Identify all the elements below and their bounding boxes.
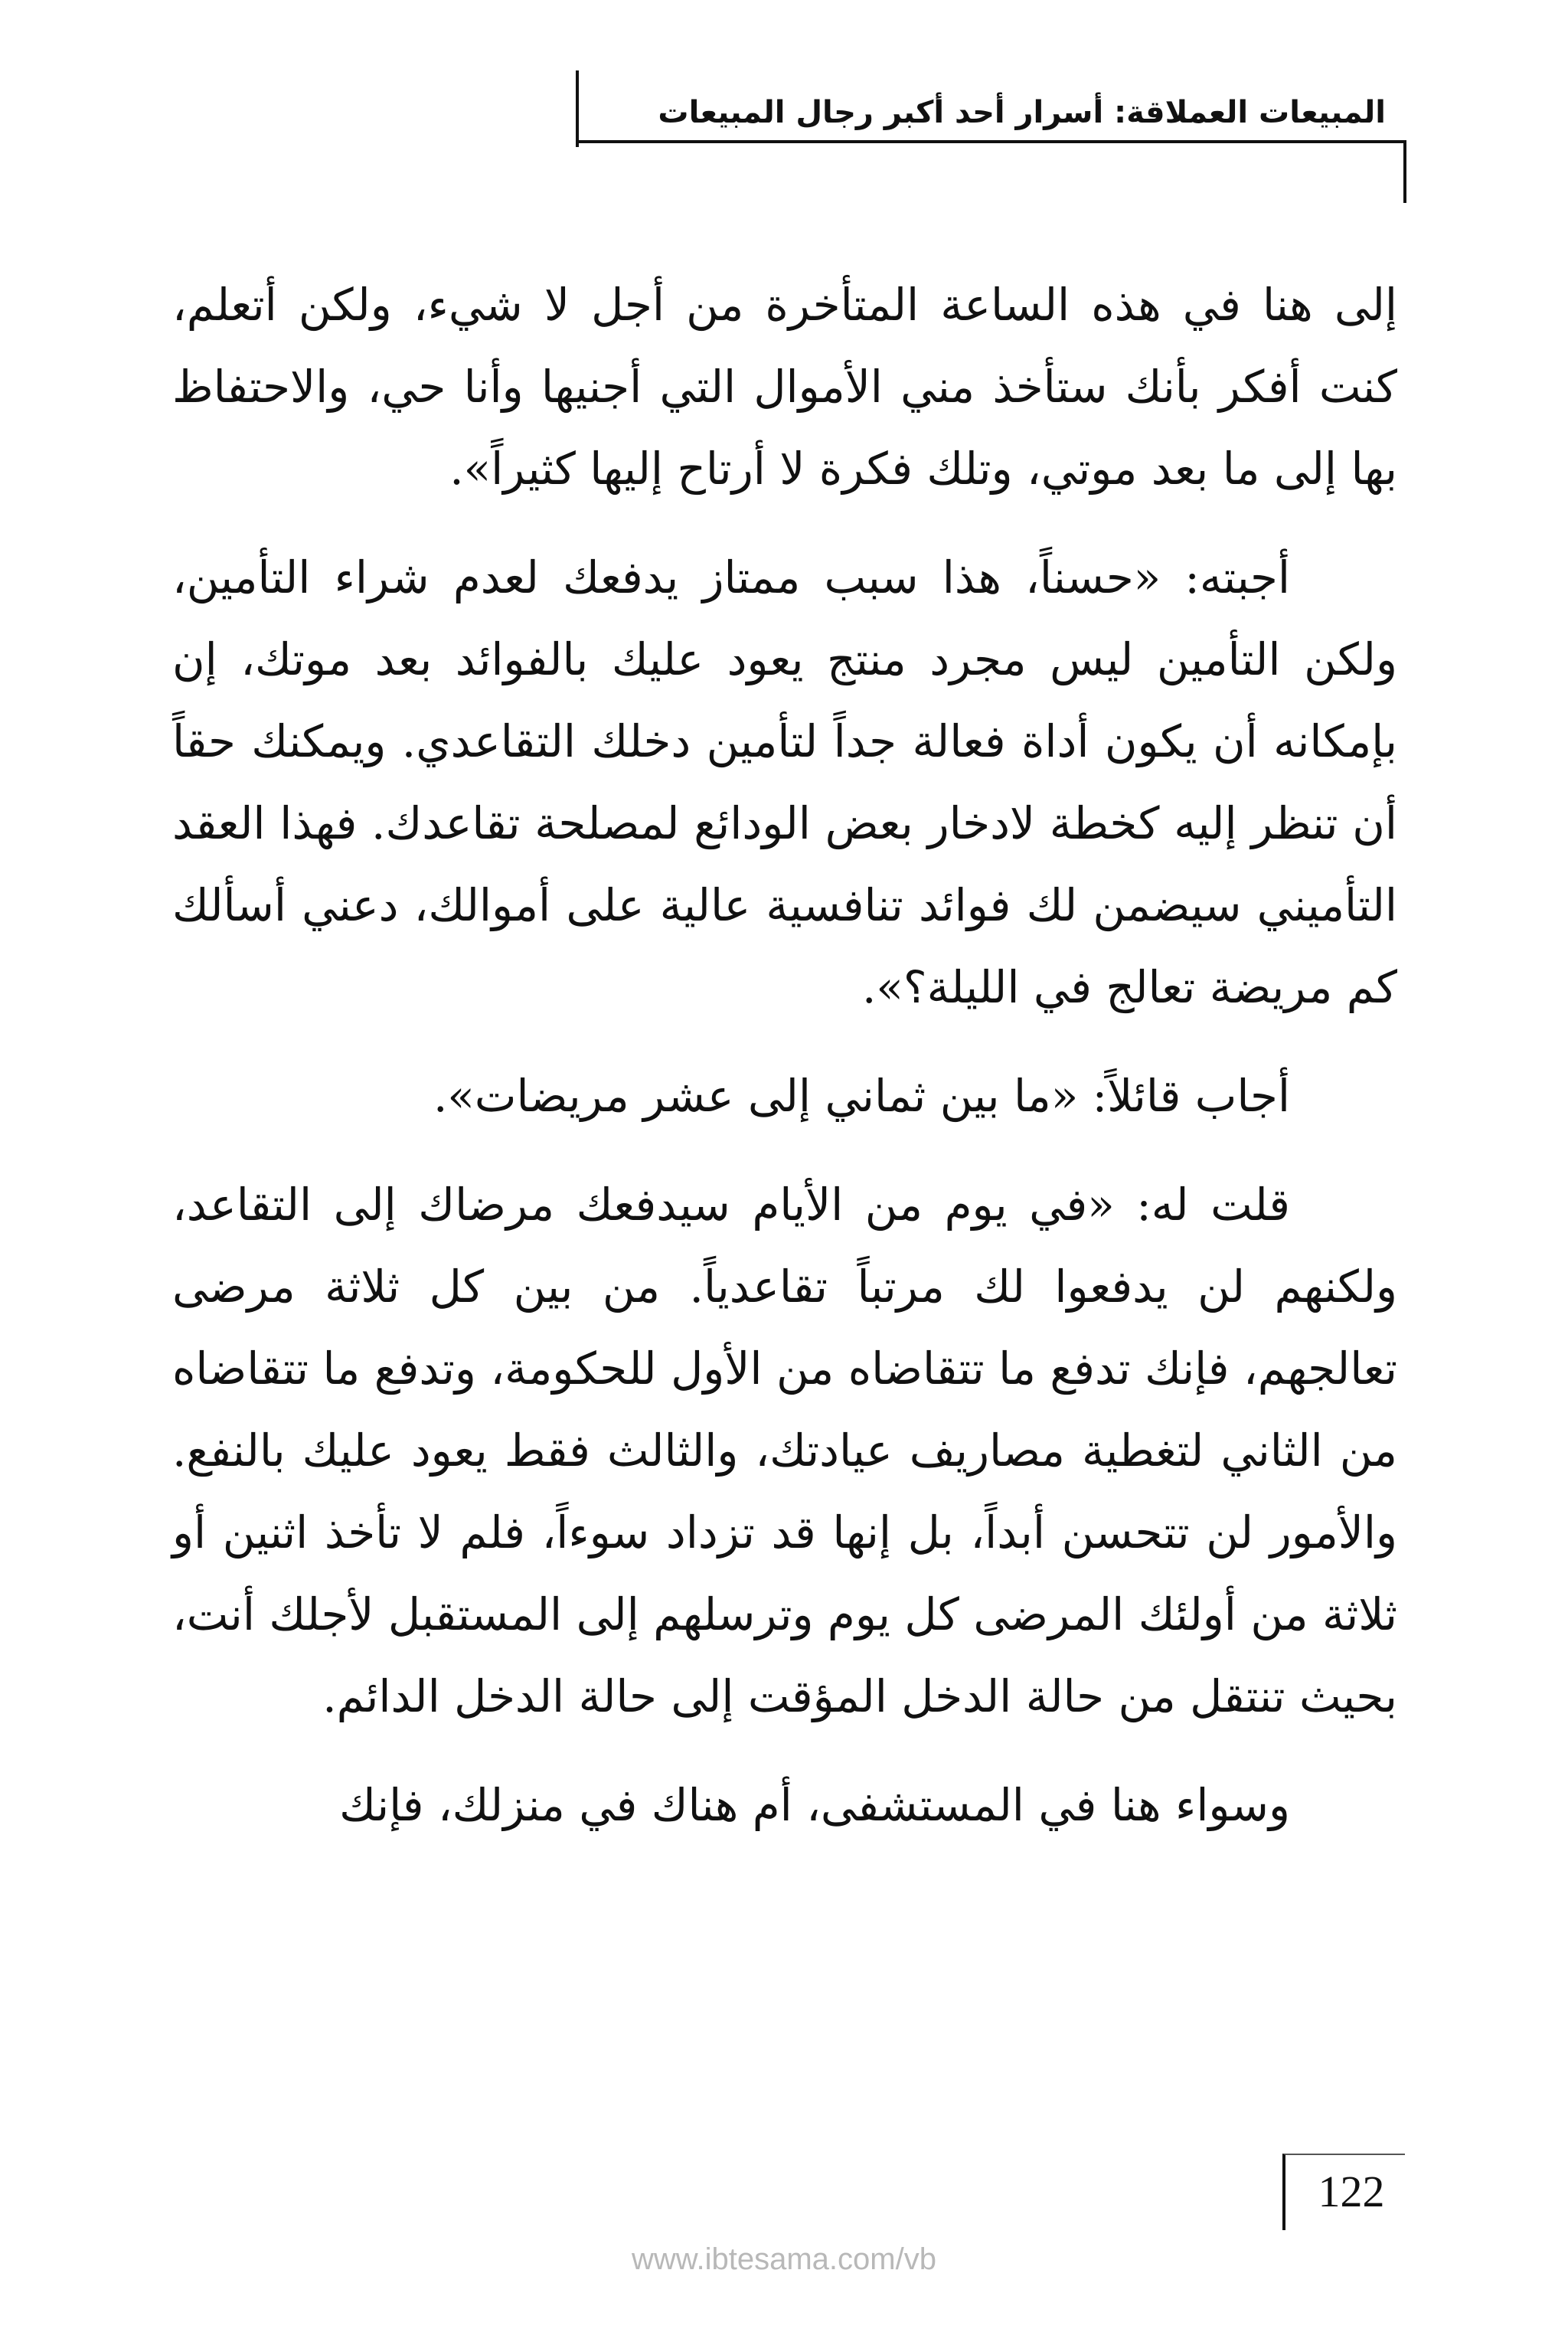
header-rule-right (1403, 140, 1406, 203)
page-body (172, 264, 1397, 2179)
paragraph-retirement: قلت له: «في يوم من الأيام سيدفعك مرضاك إلى التقاعد، ولكنهم لن يدفعوا لك مرتباً تقاعدياً. من بين كل ثلاثة مرضى تعالجهم، فإنك تدفع ما تتقاضاه من الأول للحكومة، وتدفع ما تتقاضاه من الثاني لتغطية مصاريف عيادتك، والثالث فقط يعود عليك بالنفع. والأمور لن تتحسن أبداً، بل إنها قد تزداد سوءاً، فلم لا تأخذ اثنين أو ثلاثة من أولئك المرضى كل يوم وترسلهم إلى المستقبل لأجلك أنت، بحيث تنتقل من حالة الدخل المؤقت إلى حالة الدخل الدائم. (172, 1179, 1397, 1722)
paragraph-continuation: إلى هنا في هذه الساعة المتأخرة من أجل لا شيء، ولكن أتعلم، كنت أفكر بأنك ستأخذ مني الأموال التي أجنيها وأنا حي، والاحتفاظ بها إلى ما بعد موتي، وتلك فكرة لا أرتاح إليها كثيراً». (172, 279, 1397, 495)
paragraph-answer: أجاب قائلاً: «ما بين ثماني إلى عشر مريضات». (433, 1070, 1290, 1122)
running-header: المبيعات العملاقة: أسرار أحد أكبر رجال المبيعات (658, 95, 1386, 130)
watermark-url: www.ibtesama.com/vb (632, 2242, 936, 2276)
header-rule-bottom (576, 140, 1406, 143)
paragraph-reply: أجبته: «حسناً، هذا سبب ممتاز يدفعك لعدم شراء التأمين، ولكن التأمين ليس مجرد منتج يعود عليك بالفوائد بعد موتك، إن بإمكانه أن يكون أداة فعالة جداً لتأمين دخلك التقاعدي. ويمكنك حقاً أن تنظر إليه كخطة لادخار بعض الودائع لمصلحة تقاعدك. فهذا العقد التأميني سيضمن لك فوائد تنافسية عالية على أموالك، دعني أسألك كم مريضة تعالج في الليلة؟». (172, 551, 1397, 1013)
paragraph-closing: وسواء هنا في المستشفى، أم هناك في منزلك، فإنك (339, 1779, 1290, 1831)
page-number: 122 (1318, 2167, 1385, 2216)
